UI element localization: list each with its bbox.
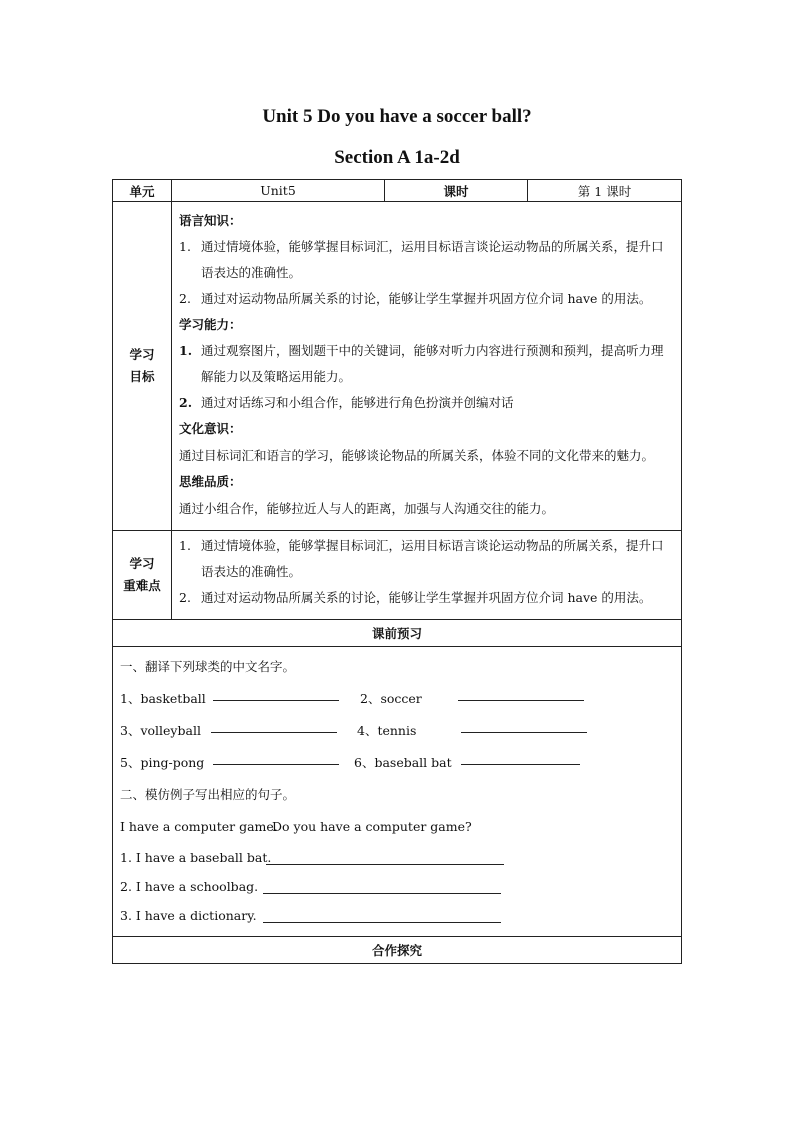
q2-row [120, 843, 674, 872]
key-points-row [113, 531, 682, 620]
cultural-awareness-text: 通过目标词汇和语言的学习，能够谈论物品的所属关系，体验不同的文化带来的魅力。 [179, 448, 655, 463]
list-item: 2. 通过对运动物品所属关系的讨论，能够让学生掌握并巩固方位介词 have 的用法。 [179, 291, 652, 306]
list-item: 2. 通过对话练习和小组合作，能够进行角色扮演并创编对话 [179, 395, 514, 410]
objectives-content [172, 202, 682, 531]
answer-blank[interactable] [263, 921, 501, 923]
cooperation-header-row [113, 937, 682, 964]
list-item: 2. 通过对运动物品所属关系的讨论，能够让学生掌握并巩固方位介词 have 的用法。 [179, 590, 652, 605]
key-points-content [172, 531, 682, 620]
answer-blank[interactable] [263, 892, 501, 894]
header-row [113, 180, 682, 202]
document-title: Unit 5 Do you have a soccer ball? [262, 106, 532, 127]
answer-blank[interactable] [461, 763, 580, 765]
q2-item: 1. I have a baseball bat. [120, 850, 272, 865]
example-row [120, 811, 674, 843]
answer-blank[interactable] [266, 863, 504, 865]
period-value: 第 1 课时 [528, 180, 682, 202]
list-item: 1. 通过观察图片，圈划题干中的关键词，能够对听力内容进行预测和预判，提高听力理解能力以及策略运用能力。 [179, 343, 664, 384]
objectives-label: 学习 目标 [113, 202, 172, 531]
answer-blank[interactable] [458, 699, 584, 701]
q1-item: 3、volleyball [120, 723, 201, 738]
unit-label: 单元 [113, 180, 172, 202]
period-label: 课时 [385, 180, 528, 202]
preview-section-title: 课前预习 [113, 620, 682, 647]
example-question: Do you have a computer game? [272, 819, 472, 834]
q1-item: 5、ping-pong [120, 755, 205, 770]
document-subtitle: Section A 1a-2d [334, 147, 460, 168]
q1-item: 4、tennis [357, 723, 417, 738]
answer-blank[interactable] [213, 763, 339, 765]
example-statement: I have a computer game. [120, 819, 278, 834]
preview-header-row [113, 620, 682, 647]
lesson-plan-table [112, 179, 682, 964]
thinking-quality-label: 思维品质： [179, 474, 242, 489]
q1-item: 6、baseball bat [354, 755, 452, 770]
q2-row [120, 872, 674, 901]
learning-ability-label: 学习能力： [179, 317, 242, 332]
q1-title: 一、翻译下列球类的中文名字。 [120, 659, 296, 674]
q1-item: 2、soccer [360, 691, 422, 706]
unit-value: Unit5 [172, 180, 385, 202]
thinking-quality-text: 通过小组合作，能够拉近人与人的距离，加强与人沟通交往的能力。 [179, 501, 555, 516]
cultural-awareness-label: 文化意识： [179, 421, 242, 436]
answer-blank[interactable] [461, 731, 587, 733]
list-item: 1. 通过情境体验，能够掌握目标词汇，运用目标语言谈论运动物品的所属关系，提升口语表达的准确性。 [179, 239, 664, 280]
list-item: 1. 通过情境体验，能够掌握目标词汇，运用目标语言谈论运动物品的所属关系，提升口语表达的准确性。 [179, 538, 664, 579]
answer-blank[interactable] [213, 699, 339, 701]
q1-row [120, 747, 674, 779]
objectives-row [113, 202, 682, 531]
q1-row [120, 683, 674, 715]
q1-row [120, 715, 674, 747]
q2-item: 2. I have a schoolbag. [120, 879, 259, 894]
cooperation-section-title: 合作探究 [113, 937, 682, 964]
answer-blank[interactable] [211, 731, 337, 733]
language-knowledge-label: 语言知识： [179, 213, 242, 228]
preview-row [113, 647, 682, 937]
preview-content [113, 647, 682, 937]
q2-item: 3. I have a dictionary. [120, 908, 257, 923]
q2-title: 二、模仿例子写出相应的句子。 [120, 787, 296, 802]
q2-row [120, 901, 674, 930]
key-points-label: 学习 重难点 [113, 531, 172, 620]
q1-item: 1、basketball [120, 691, 206, 706]
